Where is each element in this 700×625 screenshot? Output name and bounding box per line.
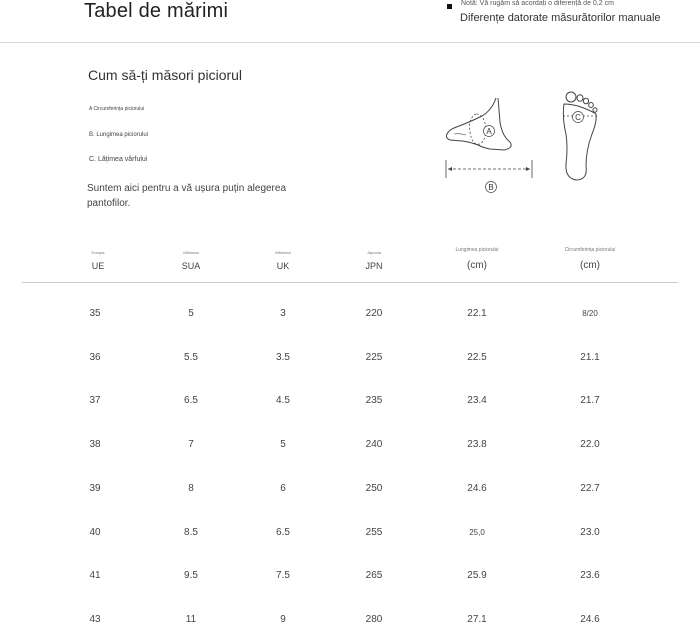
cell-us: 5.5 <box>184 352 198 363</box>
cell-us: 7 <box>188 439 194 450</box>
legend-length: B. Lungimea piciorului <box>89 132 149 138</box>
cell-circumference: 22.0 <box>580 439 600 450</box>
length-arrow-right-icon <box>526 167 530 171</box>
length-arrow-left-icon <box>448 167 452 171</box>
cell-length: 25,0 <box>469 528 485 537</box>
note-manual-measurement: Diferențe datorate măsurătorilor manuale <box>460 12 661 24</box>
cell-length: 23.8 <box>467 439 487 450</box>
cell-eu: 39 <box>89 483 101 494</box>
legend-circumference: A Circumferința piciorului <box>89 106 145 112</box>
col-header-uk: UK <box>276 261 290 271</box>
cell-uk: 5 <box>280 439 286 450</box>
cell-length: 27.1 <box>467 614 487 625</box>
cell-jpn: 255 <box>365 527 383 538</box>
cell-us: 8.5 <box>184 527 198 538</box>
marker-a-label: A <box>486 127 492 136</box>
col-header-uk-note: Mărimea <box>275 250 291 255</box>
col-header-length: (cm) <box>467 260 487 271</box>
cell-uk: 7.5 <box>276 570 290 581</box>
cell-length: 22.1 <box>467 308 487 319</box>
cell-eu: 38 <box>89 439 101 450</box>
cell-uk: 9 <box>280 614 286 625</box>
cell-jpn: 240 <box>365 439 383 450</box>
marker-c-label: C <box>575 113 581 122</box>
cell-eu: 35 <box>89 308 101 319</box>
cell-uk: 6 <box>280 483 286 494</box>
cell-length: 23.4 <box>467 395 487 406</box>
cell-us: 8 <box>188 483 194 494</box>
cell-eu: 36 <box>89 352 101 363</box>
cell-jpn: 225 <box>365 352 383 363</box>
cell-circumference: 23.0 <box>580 527 600 538</box>
note-tolerance: Notă: Vă rugăm să acordați o diferență de 0,2 cm <box>461 0 614 7</box>
header-divider <box>0 42 700 43</box>
cell-us: 11 <box>185 614 197 625</box>
cell-circumference: 21.1 <box>580 352 600 363</box>
cell-jpn: 250 <box>365 483 383 494</box>
col-header-us: SUA <box>181 261 201 271</box>
col-header-eu-note: Europa <box>91 250 105 255</box>
cell-circumference: 23.6 <box>580 570 600 581</box>
cell-us: 6.5 <box>184 395 198 406</box>
col-header-us-note: Mărimea <box>183 250 199 255</box>
cell-eu: 43 <box>89 614 101 625</box>
cell-eu: 41 <box>89 570 101 581</box>
cell-uk: 6.5 <box>276 527 290 538</box>
table-header-divider <box>22 282 678 283</box>
cell-circumference: 24.6 <box>580 614 600 625</box>
cell-eu: 37 <box>89 395 101 406</box>
foot-side-view-icon <box>446 98 511 150</box>
cell-jpn: 280 <box>365 614 383 625</box>
cell-jpn: 265 <box>365 570 383 581</box>
help-text: Suntem aici pentru a vă ușura puțin alegerea pantofilor. <box>87 183 287 209</box>
cell-length: 24.6 <box>467 483 487 494</box>
cell-us: 5 <box>188 308 194 319</box>
bullet-icon <box>447 4 452 9</box>
cell-uk: 4.5 <box>276 395 290 406</box>
cell-jpn: 220 <box>365 308 383 319</box>
marker-b-label: B <box>488 183 494 192</box>
col-header-circumference: (cm) <box>580 260 600 271</box>
page-title: Tabel de mărimi <box>84 0 229 22</box>
cell-length: 22.5 <box>467 352 487 363</box>
how-to-measure-title: Cum să-ți măsori piciorul <box>88 67 243 83</box>
cell-jpn: 235 <box>365 395 383 406</box>
cell-length: 25.9 <box>467 570 487 581</box>
col-header-eu: UE <box>91 261 105 271</box>
col-header-circumference-note: Circumferința piciorului <box>564 247 616 253</box>
cell-eu: 40 <box>89 527 101 538</box>
cell-circumference: 8/20 <box>582 309 598 318</box>
foot-measure-diagram <box>440 88 600 200</box>
cell-uk: 3 <box>280 308 286 319</box>
cell-uk: 3.5 <box>276 352 290 363</box>
col-header-length-note: Lungimea piciorului <box>455 247 499 253</box>
cell-circumference: 22.7 <box>580 483 600 494</box>
legend-width: C. Lățimea vârfului <box>89 156 148 163</box>
foot-sole-view-icon <box>563 92 597 180</box>
cell-circumference: 21.7 <box>580 395 600 406</box>
col-header-jpn: JPN <box>365 261 383 271</box>
cell-us: 9.5 <box>184 570 198 581</box>
col-header-jpn-note: Japonia <box>366 250 381 255</box>
